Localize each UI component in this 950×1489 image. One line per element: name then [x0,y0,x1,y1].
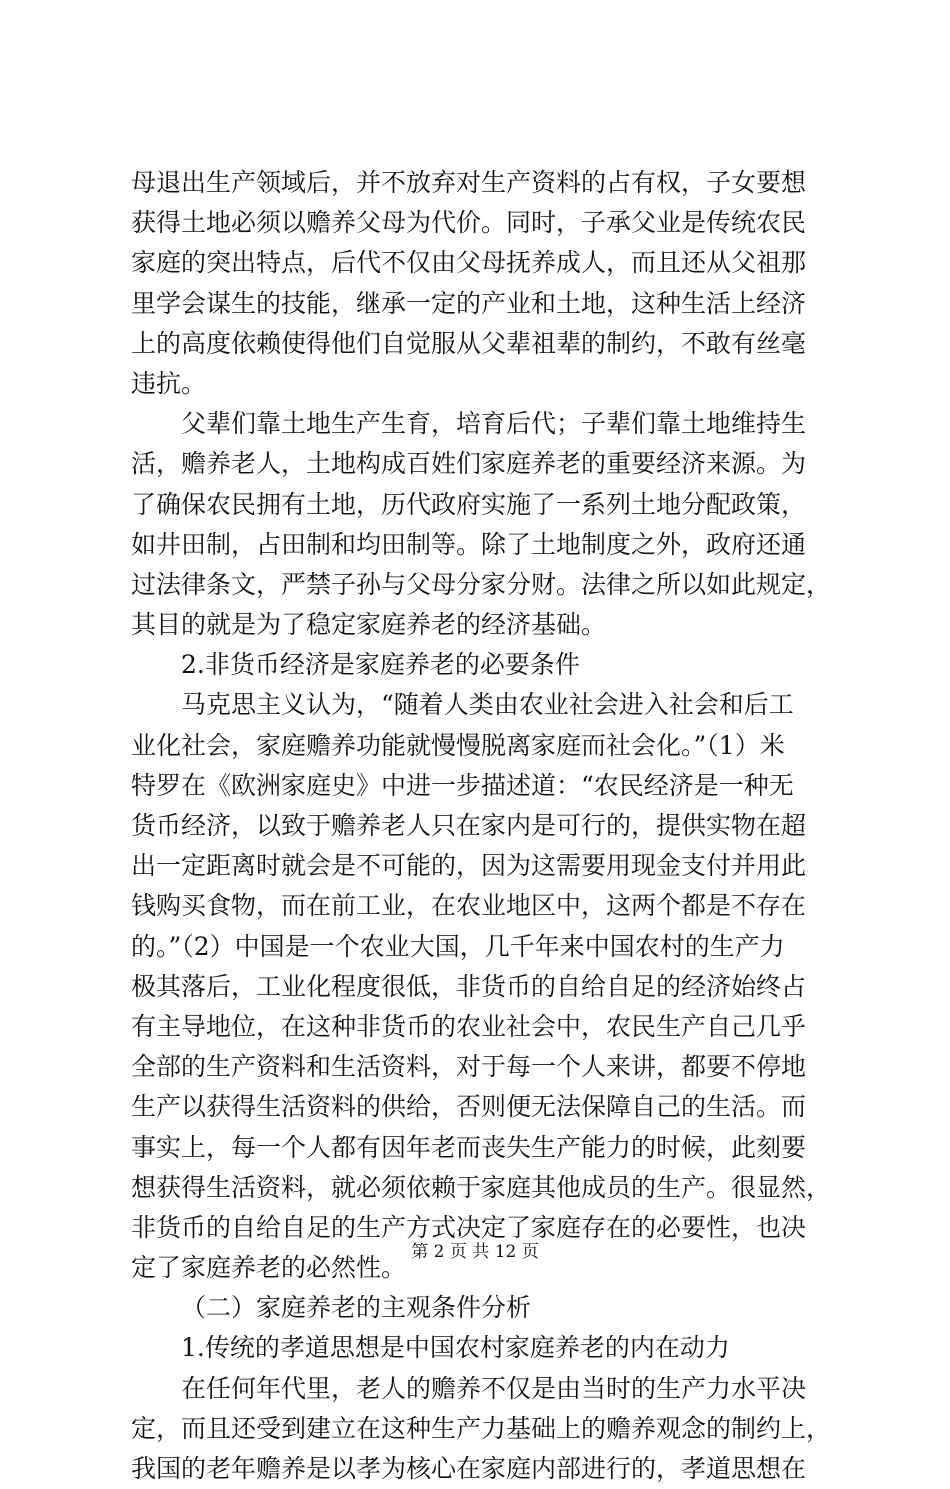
text-line: 家庭的突出特点，后代不仅由父母抚养成人，而且还从父祖那 [131,248,807,278]
text-line: 里学会谋生的技能，继承一定的产业和土地，这种生活上经济 [131,288,807,318]
text-line: 全部的生产资料和生活资料，对于每一个人来讲，都要不停地 [131,1052,807,1082]
text-line: 定，而且还受到建立在这种生产力基础上的赡养观念的制约上， [131,1413,832,1443]
text-line: 的。”（2）中国是一个农业大国，几千年来中国农村的生产力 [131,931,785,961]
text-line: 1.传统的孝道思想是中国农村家庭养老的内在动力 [181,1333,730,1363]
text-line: 生产以获得生活资料的供给，否则便无法保障自己的生活。而 [131,1092,807,1122]
text-line: 2.非货币经济是家庭养老的必要条件 [181,650,580,680]
text-line: 母退出生产领域后，并不放弃对生产资料的占有权，子女要想 [131,168,807,197]
text-line: 马克思主义认为，“随着人类由农业社会进入社会和后工 [181,690,794,720]
text-line: 父辈们靠土地生产生育，培育后代；子辈们靠土地维持生 [181,409,807,439]
text-line: 过法律条文，严禁子孙与父母分家分财。法律之所以如此规定， [131,569,832,599]
text-line: 其目的就是为了稳定家庭养老的经济基础。 [131,610,607,640]
text-line: 钱购买食物，而在前工业，在农业地区中，这两个都是不存在 [131,891,807,921]
page-footer: 第 2 页 共 12 页 [411,1242,539,1262]
text-line: 我国的老年赡养是以孝为核心在家庭内部进行的，孝道思想在 [131,1454,807,1483]
document-body [131,163,831,1489]
text-line: 如井田制，占田制和均田制等。除了土地制度之外，政府还通 [131,529,807,559]
text-line: 上的高度依赖使得他们自觉服从父辈祖辈的制约，不敢有丝毫 [131,328,807,358]
text-line: 货币经济，以致于赡养老人只在家内是可行的，提供实物在超 [131,811,807,840]
text-line: 非货币的自给自足的生产方式决定了家庭存在的必要性，也决 [131,1212,807,1242]
text-line: 有主导地位，在这种非货币的农业社会中，农民生产自己几乎 [131,1011,807,1041]
text-line: 事实上，每一个人都有因年老而丧失生产能力的时候，此刻要 [131,1132,807,1162]
text-line: 违抗。 [131,368,207,398]
text-line: 出一定距离时就会是不可能的，因为这需要用现金支付并用此 [131,851,807,881]
text-line: 极其落后，工业化程度很低，非货币的自给自足的经济始终占 [131,971,807,1001]
text-line: 了确保农民拥有土地，历代政府实施了一系列土地分配政策， [131,489,807,519]
text-line: 获得土地必须以赡养父母为代价。同时，子承父业是传统农民 [131,208,807,238]
text-line: 定了家庭养老的必然性。 [131,1253,407,1283]
text-line: 在任何年代里，老人的赡养不仅是由当时的生产力水平决 [181,1373,807,1403]
text-line: 业化社会，家庭赡养功能就慢慢脱离家庭而社会化。”（1）米 [131,730,785,760]
text-line: 活，赡养老人，土地构成百姓们家庭养老的重要经济来源。为 [131,449,807,479]
text-line: 想获得生活资料，就必须依赖于家庭其他成员的生产。很显然， [131,1172,832,1202]
text-line: 特罗在《欧洲家庭史》中进一步描述道：“农民经济是一种无 [131,770,794,800]
text-line: （二）家庭养老的主观条件分析 [181,1293,532,1323]
